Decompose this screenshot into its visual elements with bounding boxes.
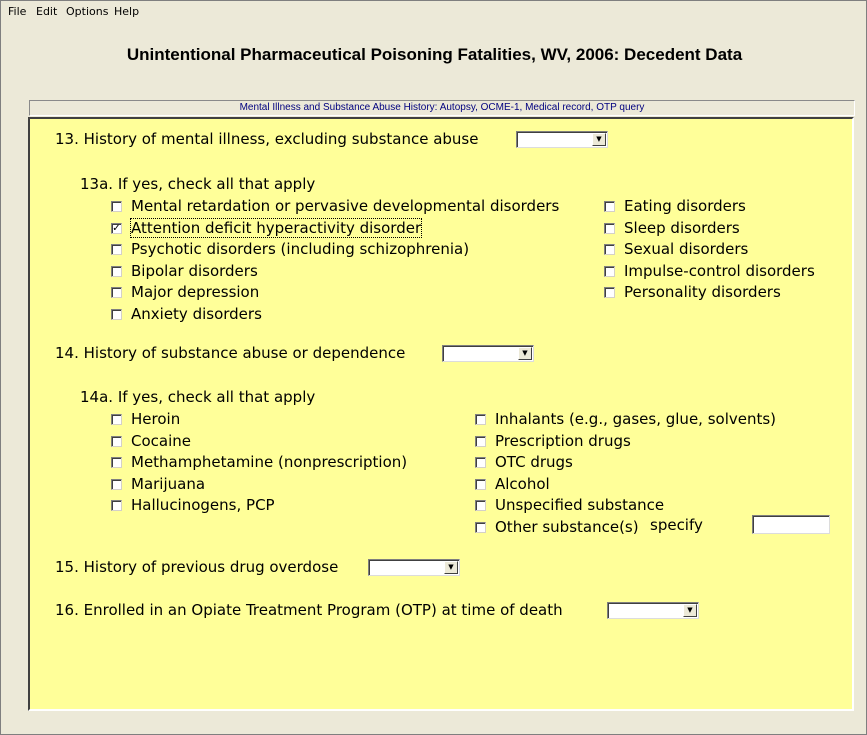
q15-dropdown[interactable] (368, 559, 460, 576)
checkbox[interactable] (111, 309, 122, 320)
checkbox[interactable] (111, 436, 122, 447)
chevron-down-icon[interactable]: ▼ (592, 133, 606, 146)
checkbox-label: Other substance(s) (495, 517, 639, 536)
q16-dropdown[interactable] (607, 602, 699, 619)
checkbox[interactable] (604, 201, 615, 212)
checkbox[interactable] (111, 414, 122, 425)
chevron-down-icon[interactable]: ▼ (518, 347, 532, 360)
checkbox[interactable] (111, 244, 122, 255)
checkbox-label: Attention deficit hyperactivity disorder (131, 218, 422, 237)
checkbox[interactable] (475, 500, 486, 511)
checkbox-label: Personality disorders (624, 283, 781, 301)
checkbox[interactable] (604, 223, 615, 234)
q13-label: 13. History of mental illness, excluding substance abuse (55, 130, 479, 148)
checkbox[interactable] (475, 457, 486, 468)
menu-bar (2, 2, 865, 20)
checkbox-label: Methamphetamine (nonprescription) (131, 453, 408, 471)
checkbox-label: Psychotic disorders (including schizophrenia) (131, 240, 470, 258)
menu-file[interactable]: File (8, 5, 27, 18)
form-title: Unintentional Pharmaceutical Poisoning Fatalities, WV, 2006: Decedent Data (126, 45, 743, 64)
checkbox[interactable] (111, 201, 122, 212)
q14a-label: 14a. If yes, check all that apply (80, 388, 316, 406)
checkbox[interactable] (111, 457, 122, 468)
checkbox[interactable] (475, 479, 486, 490)
q15-label: 15. History of previous drug overdose (55, 558, 339, 576)
specify-label: specify (650, 516, 703, 534)
checkbox-label: Hallucinogens, PCP (131, 496, 275, 514)
checkbox-label: Anxiety disorders (131, 304, 262, 323)
menu-edit[interactable]: Edit (36, 5, 58, 18)
checkbox[interactable] (604, 244, 615, 255)
checkbox[interactable] (111, 500, 122, 511)
checkbox-label: Sleep disorders (624, 218, 740, 237)
checkbox[interactable] (475, 436, 486, 447)
chevron-down-icon[interactable]: ▼ (444, 561, 458, 574)
chevron-down-icon[interactable]: ▼ (683, 604, 697, 617)
q13-dropdown[interactable] (516, 131, 608, 148)
checkbox-label: Eating disorders (624, 197, 746, 215)
checkbox[interactable] (111, 287, 122, 298)
form-panel (28, 117, 854, 711)
specify-input[interactable] (752, 515, 830, 534)
checkbox-label: Bipolar disorders (131, 261, 258, 280)
checkbox-label: Impulse-control disorders (624, 261, 815, 280)
checkbox[interactable] (111, 266, 122, 277)
checkmark-icon[interactable]: ✓ (112, 222, 121, 234)
q16-label: 16. Enrolled in an Opiate Treatment Program (OTP) at time of death (55, 601, 563, 619)
checkbox-label: Heroin (131, 410, 181, 428)
checkbox-label: Inhalants (e.g., gases, glue, solvents) (495, 410, 777, 428)
checkbox-label: Mental retardation or pervasive developmental disorders (131, 197, 560, 215)
section-tab[interactable]: Mental Illness and Substance Abuse History: Autopsy, OCME-1, Medical record, OTP query (29, 100, 855, 116)
checkbox[interactable] (475, 522, 486, 533)
checkbox-label: Major depression (131, 283, 260, 301)
checkbox[interactable] (111, 479, 122, 490)
q13a-label: 13a. If yes, check all that apply (80, 175, 316, 193)
checkbox[interactable] (604, 287, 615, 298)
checkbox-label: Cocaine (131, 431, 191, 450)
checkbox-label: Prescription drugs (495, 431, 631, 450)
checkbox[interactable] (475, 414, 486, 425)
q14-dropdown[interactable] (442, 345, 534, 362)
menu-help[interactable]: Help (114, 5, 140, 18)
checkbox-label: OTC drugs (495, 453, 573, 471)
checkbox[interactable] (604, 266, 615, 277)
menu-options[interactable]: Options (66, 5, 109, 18)
checkbox-label: Sexual disorders (624, 240, 749, 258)
checkbox-label: Unspecified substance (495, 496, 665, 514)
checkbox-label: Alcohol (495, 474, 550, 493)
checkbox-label: Marijuana (131, 474, 206, 493)
q14-label: 14. History of substance abuse or dependence (55, 344, 406, 362)
